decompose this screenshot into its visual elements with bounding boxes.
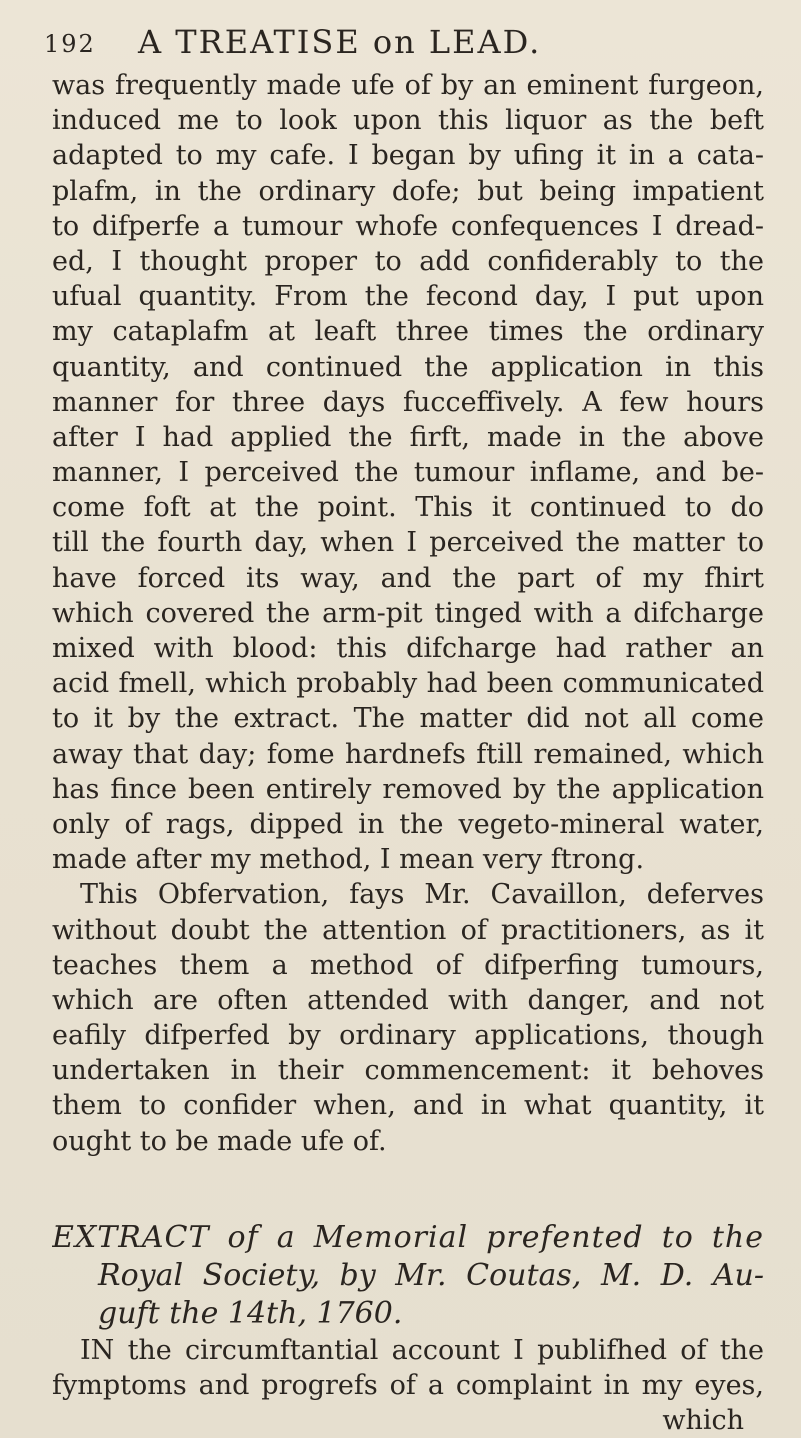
text-line: undertaken in their commencement: it behoves: [52, 1055, 764, 1087]
page-header: [44, 22, 761, 62]
section-spacer: [52, 1159, 764, 1219]
page-body: [52, 68, 764, 1438]
text-line: fymptoms and progrefs of a complaint in my eyes,: [52, 1370, 764, 1401]
text-line: away that day; fome hardnefs ftill remained, which: [52, 738, 764, 770]
paragraph-observation: [52, 68, 764, 877]
text-line: acid fmell, which probably had been communicated: [52, 668, 764, 700]
text-line: without doubt the attention of practitioners, as it: [52, 914, 764, 946]
heading-line: guft the 14th, 1760.: [98, 1295, 403, 1331]
text-line: IN the circumftantial account I publifhed of the: [80, 1334, 764, 1366]
heading-line: Royal Society, by Mr. Coutas, M. D. Au-: [98, 1257, 764, 1293]
text-line: which covered the arm-pit tinged with a difcharge: [52, 597, 764, 629]
text-line: was frequently made ufe of by an eminent furgeon,: [52, 70, 764, 101]
text-line: mixed with blood: this difcharge had rather an: [52, 633, 764, 664]
text-line: to it by the extract. The matter did not all come: [52, 703, 764, 735]
text-line: ought to be made ufe of.: [52, 1125, 387, 1157]
text-line: teaches them a method of difperfing tumours,: [52, 949, 764, 981]
text-line: manner for three days fucceffively. A few hours: [52, 386, 764, 418]
text-line: my cataplafm at leaft three times the ordinary: [52, 316, 764, 348]
text-line: quantity, and continued the application in this: [52, 351, 764, 383]
text-line: to difperfe a tumour whofe confequences I dread-: [52, 210, 764, 242]
text-line: after I had applied the firft, made in the above: [52, 421, 764, 453]
text-line: have forced its way, and the part of my fhirt: [52, 562, 764, 594]
text-line: ed, I thought proper to add confiderably to the: [52, 245, 764, 277]
text-line: them to confider when, and in what quantity, it: [52, 1090, 764, 1122]
text-line: adapted to my cafe. I began by ufing it in a cata-: [52, 140, 764, 172]
paragraph-commentary: [52, 877, 764, 1159]
text-line: made after my method, I mean very ftrong.: [52, 844, 645, 876]
text-line: only of rags, dipped in the vegeto-mineral water,: [52, 808, 764, 840]
paragraph-extract: [52, 1333, 764, 1438]
running-title: A TREATISE on LEAD.: [138, 23, 542, 61]
text-line: plafm, in the ordinary dofe; but being impatient: [52, 175, 764, 207]
page-number: 192: [44, 30, 96, 58]
text-line: eafily difperfed by ordinary applications, though: [52, 1020, 764, 1052]
heading-line: EXTRACT of a Memorial prefented to the: [52, 1219, 764, 1255]
text-line: This Obfervation, fays Mr. Cavaillon, deferves: [80, 879, 764, 911]
text-line: which are often attended with danger, and not: [52, 984, 764, 1016]
text-line: till the fourth day, when I perceived the matter to: [52, 527, 764, 559]
text-line: ufual quantity. From the fecond day, I put upon: [52, 281, 764, 313]
catchword: which: [662, 1405, 744, 1437]
text-line: manner, I perceived the tumour inflame, and be-: [52, 457, 764, 489]
extract-heading: [52, 1219, 764, 1333]
text-line: induced me to look upon this liquor as the beft: [52, 105, 764, 137]
text-line: has fince been entirely removed by the application: [52, 773, 764, 805]
text-line: come foft at the point. This it continued to do: [52, 492, 764, 524]
